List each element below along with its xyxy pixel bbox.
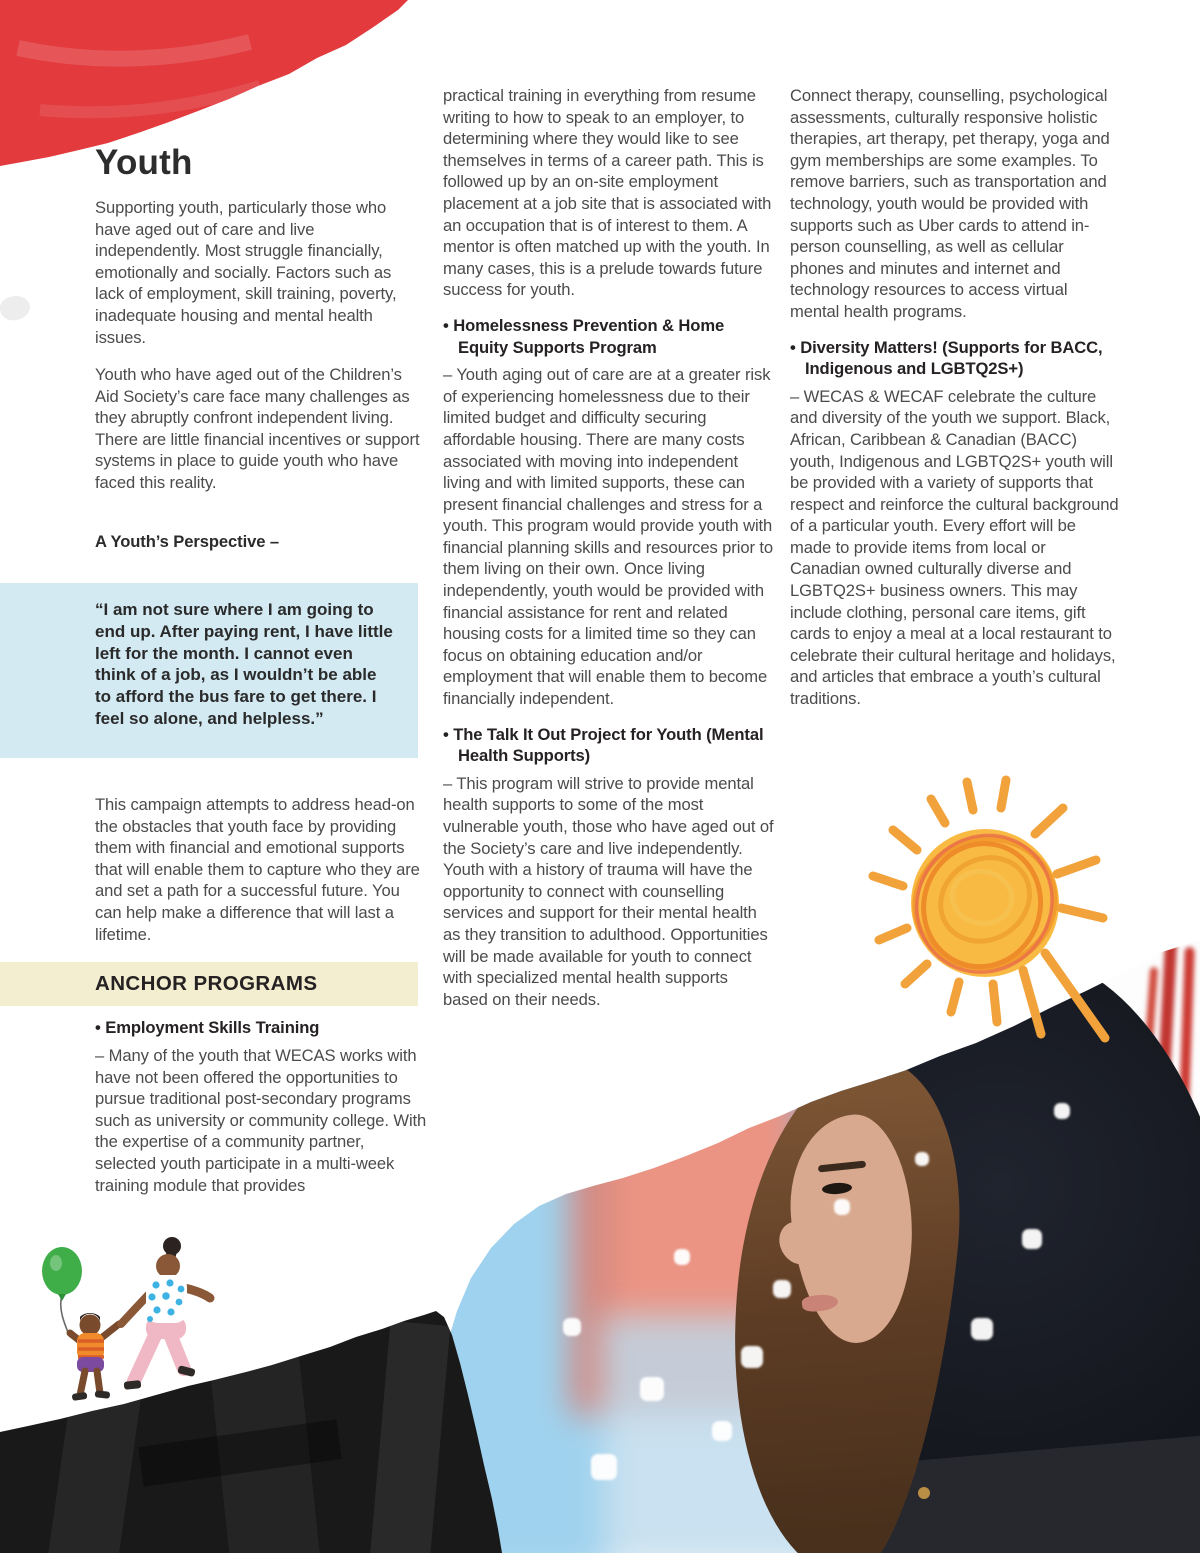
intro-paragraph: Youth who have aged out of the Children’s Aid Society’s care face many challenges as they abruptly confront independent living. There are little financial incentives or support systems in place to guide youth who have faced this reality. xyxy=(95,365,420,492)
continuation-paragraph: Connect therapy, counselling, psychological assessments, culturally responsive holistic therapies, art therapy, pet therapy, yoga and gym memberships are some examples. To remove barriers, such as transportation and technology, youth would be provided with supports such as Uber cards to attend in-person counselling, as well as cellular phones and minutes and internet and technology resources to access virtual mental health programs. xyxy=(790,86,1110,321)
program-title-homelessness-prevention: • Homelessness Prevention & Home Equity Supports Program xyxy=(443,315,725,357)
anchor-programs-band xyxy=(0,962,418,1006)
paint-smudge xyxy=(0,293,32,324)
intro-paragraph: Supporting youth, particularly those who have aged out of care and live independently. Most struggle financially, emotionally and socially. Factors such as lack of employment, skill training, poverty, inadequate housing and mental health issues. xyxy=(95,198,397,347)
campaign-paragraph: This campaign attempts to address head-on the obstacles that youth face by providing them with financial and emotional supports that will enable them to capture who they are and set a path for a successful future. You can help make a difference that will last a lifetime. xyxy=(95,795,420,944)
program-body-talk-it-out: – This program will strive to provide mental health supports to some of the most vulnerable youth, those who have aged out of the Society’s care and live independently. Youth with a history of trauma will have the opportunity to connect with counselling services and support for their mental health as they transition to adulthood. Opportunities will be made available for youth to connect with specialized mental health supports based on their needs. xyxy=(443,773,774,1009)
sun-illustration xyxy=(855,768,1115,1048)
green-balloon xyxy=(42,1247,82,1337)
right-column xyxy=(790,85,1120,724)
middle-column xyxy=(443,85,775,1024)
jacket-button xyxy=(918,1487,930,1499)
program-body-diversity-matters: – WECAS & WECAF celebrate the culture and diversity of the youth we support. Black, African, Caribbean & Canadian (BACC) youth, Indigenous and LGBTQ2S+ youth will be provided with a variety of supports that respect and reinforce the cultural background of a particular youth. Every effort will be made to provide items from local or Canadian owned culturally diverse and LGBTQ2S+ business owners. This may include clothing, personal care items, gift cards to enjoy a meal at a local restaurant to celebrate their cultural heritage and holidays, and articles that embrace a youth’s cultural traditions. xyxy=(790,386,1119,709)
child-figure xyxy=(70,1313,119,1401)
perspective-label: A Youth’s Perspective – xyxy=(95,532,279,551)
program-title-employment-skills: • Employment Skills Training xyxy=(95,1018,320,1037)
program-title-talk-it-out: • The Talk It Out Project for Youth (Mental Health Supports) xyxy=(443,724,764,766)
page-title: Youth xyxy=(95,143,193,182)
program-body-employment-skills: – Many of the youth that WECAS works with have not been offered the opportunities to pursue traditional post-secondary programs such as university or community college. With the expertise of a community partner, selected youth participate in a multi-week training module that provides xyxy=(95,1046,427,1195)
quote-text: “I am not sure where I am going to end up. After paying rent, I have little left for the month. I cannot even think of a job, as I wouldn’t be able to afford the bus fare to get there. I feel so alone, and helpless.” xyxy=(95,600,393,728)
mother-figure xyxy=(121,1237,210,1390)
family-on-hill-illustration xyxy=(0,1233,560,1553)
red-paint-swash-illustration xyxy=(0,0,430,200)
program-title-diversity-matters: • Diversity Matters! (Supports for BACC, Indigenous and LGBTQ2S+) xyxy=(790,337,1103,379)
quote-box xyxy=(0,583,418,758)
program-body-homelessness-prevention: – Youth aging out of care are at a greater risk of experiencing homelessness due to their limited budget and difficulty securing affordable housing. There are many costs associated with moving into independent living and with limited supports, these can present financial challenges and stress for a youth. This program would provide youth with financial planning skills and resources prior to them living on their own. Once living independently, youth would be provided with financial assistance for rent and related housing costs for a limited time so they can focus on obtaining education and/or employment that will enable them to become financially independent. xyxy=(443,365,774,709)
continuation-paragraph: practical training in everything from resume writing to how to speak to an employer, to determining where they would like to see themselves in terms of a career path. This is followed up by an on-site employment placement at a job site that is associated with an occupation that is of interest to them. A mentor is often matched up with the youth. In many cases, this is a prelude towards future success for youth. xyxy=(443,86,772,300)
anchor-programs-heading: ANCHOR PROGRAMS xyxy=(95,972,318,995)
